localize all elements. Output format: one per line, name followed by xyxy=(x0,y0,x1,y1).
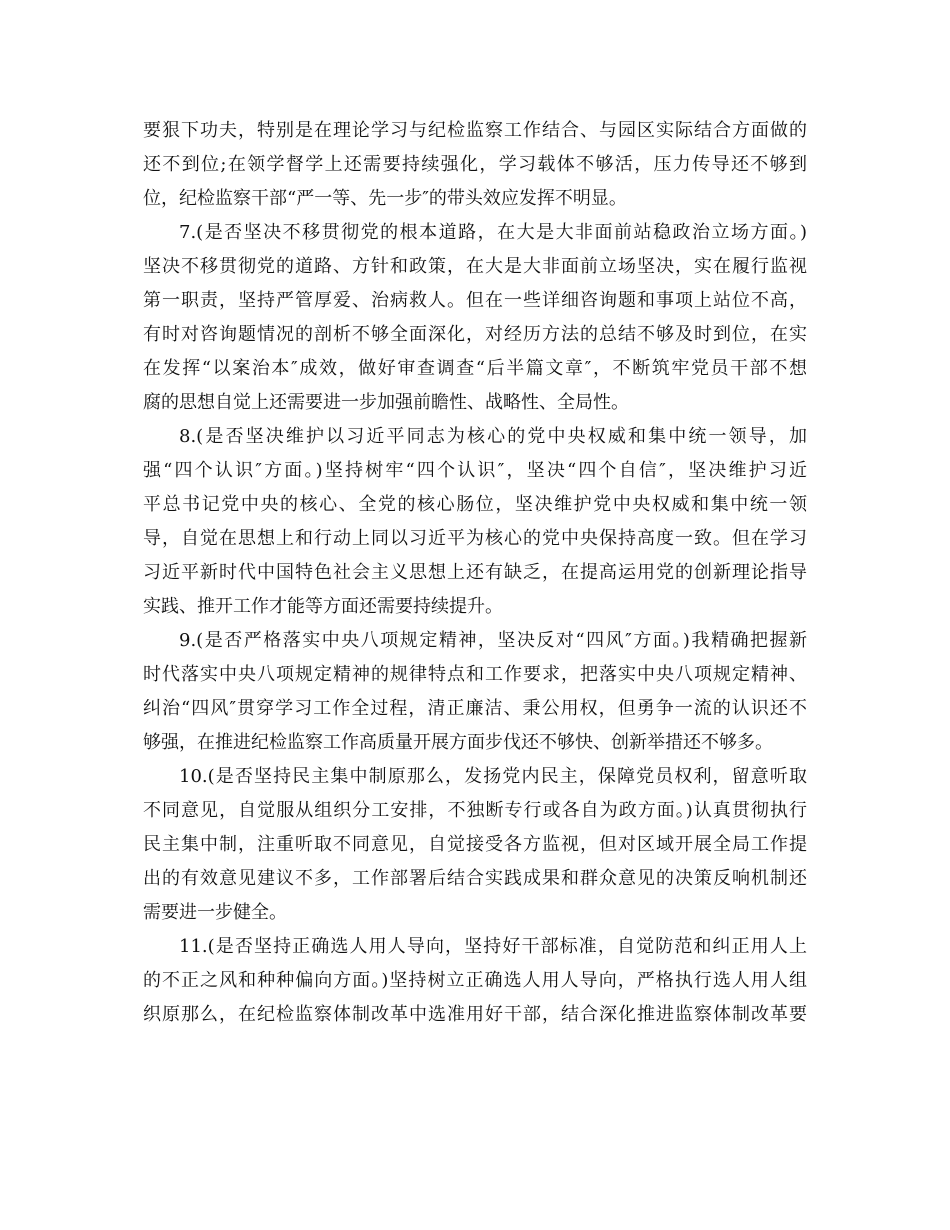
text-line: 时代落实中央八项规定精神的规律特点和工作要求，把落实中央八项规定精神、 xyxy=(143,664,807,685)
paragraph-item-8 xyxy=(143,420,807,624)
text-line: 第一职责，坚持严管厚爱、治病救人。但在一些详细咨询题和事项上站位不高， xyxy=(143,290,807,311)
text-line: 腐的思想自觉上还需要进一步加强前瞻性、战略性、全局性。 xyxy=(143,392,629,413)
text-line: 需要进一步健全。 xyxy=(143,902,287,923)
text-line: 习近平新时代中国特色社会主义思想上还有缺乏，在提高运用党的创新理论指导 xyxy=(143,562,807,583)
text-line: 9.(是否严格落实中央八项规定精神，坚决反对“四风″方面。)我精确把握新 xyxy=(179,630,807,651)
text-line: 还不到位;在领学督学上还需要持续强化，学习载体不够活，压力传导还不够到 xyxy=(143,154,807,175)
text-line: 强“四个认识″方面。)坚持树牢“四个认识″，坚决“四个自信″，坚决维护习近 xyxy=(143,460,807,481)
document-body xyxy=(143,114,807,1032)
text-line: 坚决不移贯彻党的道路、方针和政策，在大是大非面前立场坚决，实在履行监视 xyxy=(143,256,807,277)
paragraph-item-11 xyxy=(143,930,807,1032)
paragraph-continuation xyxy=(143,114,807,216)
text-line: 11.(是否坚持正确选人用人导向，坚持好干部标准，自觉防范和纠正用人上 xyxy=(179,936,807,957)
text-line: 民主集中制，注重听取不同意见，自觉接受各方监视，但对区域开展全局工作提 xyxy=(143,834,807,855)
text-line: 在发挥“以案治本″成效，做好审查调查“后半篇文章″，不断筑牢党员干部不想 xyxy=(143,358,807,379)
paragraph-item-9 xyxy=(143,624,807,760)
text-line: 导，自觉在思想上和行动上同以习近平为核心的党中央保持高度一致。但在学习 xyxy=(143,528,807,549)
text-line: 位，纪检监察干部“严一等、先一步″的带头效应发挥不明显。 xyxy=(143,188,627,209)
text-line: 要狠下功夫，特别是在理论学习与纪检监察工作结合、与园区实际结合方面做的 xyxy=(143,120,807,141)
text-line: 纠治“四风″贯穿学习工作全过程，清正廉洁、秉公用权，但勇争一流的认识还不 xyxy=(143,698,807,719)
paragraph-item-10 xyxy=(143,760,807,930)
text-line: 7.(是否坚决不移贯彻党的根本道路，在大是大非面前站稳政治立场方面。) xyxy=(179,222,807,243)
text-line: 有时对咨询题情况的剖析不够全面深化，对经历方法的总结不够及时到位，在实 xyxy=(143,324,807,345)
text-line: 平总书记党中央的核心、全党的核心肠位，坚决维护党中央权威和集中统一领 xyxy=(143,494,807,515)
text-line: 实践、推开工作才能等方面还需要持续提升。 xyxy=(143,596,503,617)
paragraph-item-7 xyxy=(143,216,807,420)
text-line: 10.(是否坚持民主集中制原那么，发扬党内民主，保障党员权利，留意听取 xyxy=(179,766,807,787)
text-line: 够强，在推进纪检监察工作高质量开展方面步伐还不够快、创新举措还不够多。 xyxy=(143,732,773,753)
text-line: 8.(是否坚决维护以习近平同志为核心的党中央权威和集中统一领导，加 xyxy=(179,426,807,447)
text-line: 不同意见，自觉服从组织分工安排，不独断专行或各自为政方面。)认真贯彻执行 xyxy=(143,800,807,821)
text-line: 织原那么，在纪检监察体制改革中选准用好干部，结合深化推进监察体制改革要 xyxy=(143,1004,807,1025)
text-line: 的不正之风和种种偏向方面。)坚持树立正确选人用人导向，严格执行选人用人组 xyxy=(143,970,807,991)
text-line: 出的有效意见建议不多，工作部署后结合实践成果和群众意见的决策反响机制还 xyxy=(143,868,807,889)
